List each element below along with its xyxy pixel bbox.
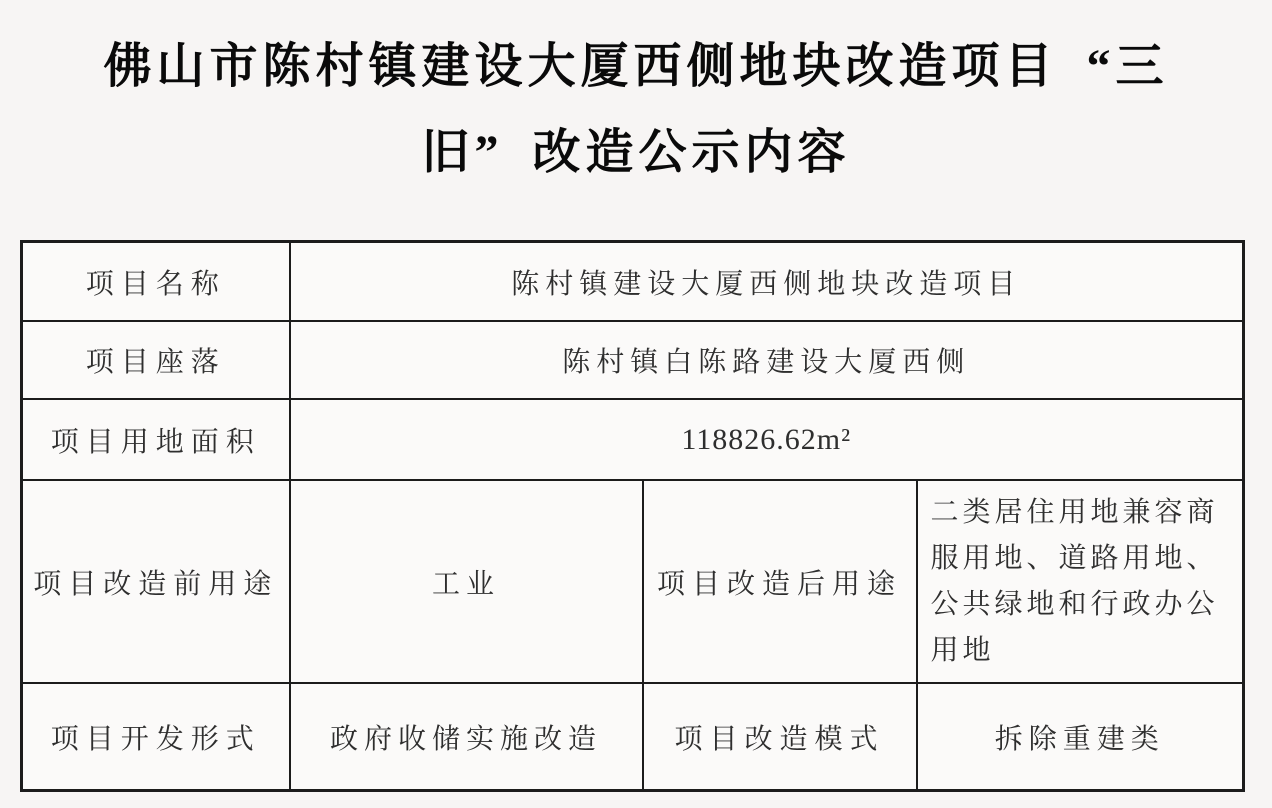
table-row-project-name <box>22 242 1244 322</box>
development-form-label: 项目开发形式 <box>22 683 290 791</box>
table-row-development <box>22 683 1244 791</box>
document-title <box>0 0 1272 196</box>
usage-before-value: 工业 <box>290 480 643 683</box>
project-info-table <box>20 240 1245 792</box>
renovation-mode-value: 拆除重建类 <box>917 683 1244 791</box>
project-name-value: 陈村镇建设大厦西侧地块改造项目 <box>290 242 1244 322</box>
usage-before-label: 项目改造前用途 <box>22 480 290 683</box>
project-location-label: 项目座落 <box>22 321 290 399</box>
renovation-mode-label: 项目改造模式 <box>643 683 917 791</box>
table-row-land-area <box>22 399 1244 480</box>
document-title-line1: 佛山市陈村镇建设大厦西侧地块改造项目 “三 <box>103 40 1169 93</box>
table-row-project-location <box>22 321 1244 399</box>
land-area-label: 项目用地面积 <box>22 399 290 480</box>
land-area-value: 118826.62m² <box>290 399 1244 480</box>
usage-after-value: 二类居住用地兼容商服用地、道路用地、公共绿地和行政办公用地 <box>917 480 1244 683</box>
document-title-line2: 旧” 改造公示内容 <box>421 126 851 179</box>
table-row-usage <box>22 480 1244 683</box>
project-location-value: 陈村镇白陈路建设大厦西侧 <box>290 321 1244 399</box>
development-form-value: 政府收储实施改造 <box>290 683 643 791</box>
project-name-label: 项目名称 <box>22 242 290 322</box>
usage-after-label: 项目改造后用途 <box>643 480 917 683</box>
